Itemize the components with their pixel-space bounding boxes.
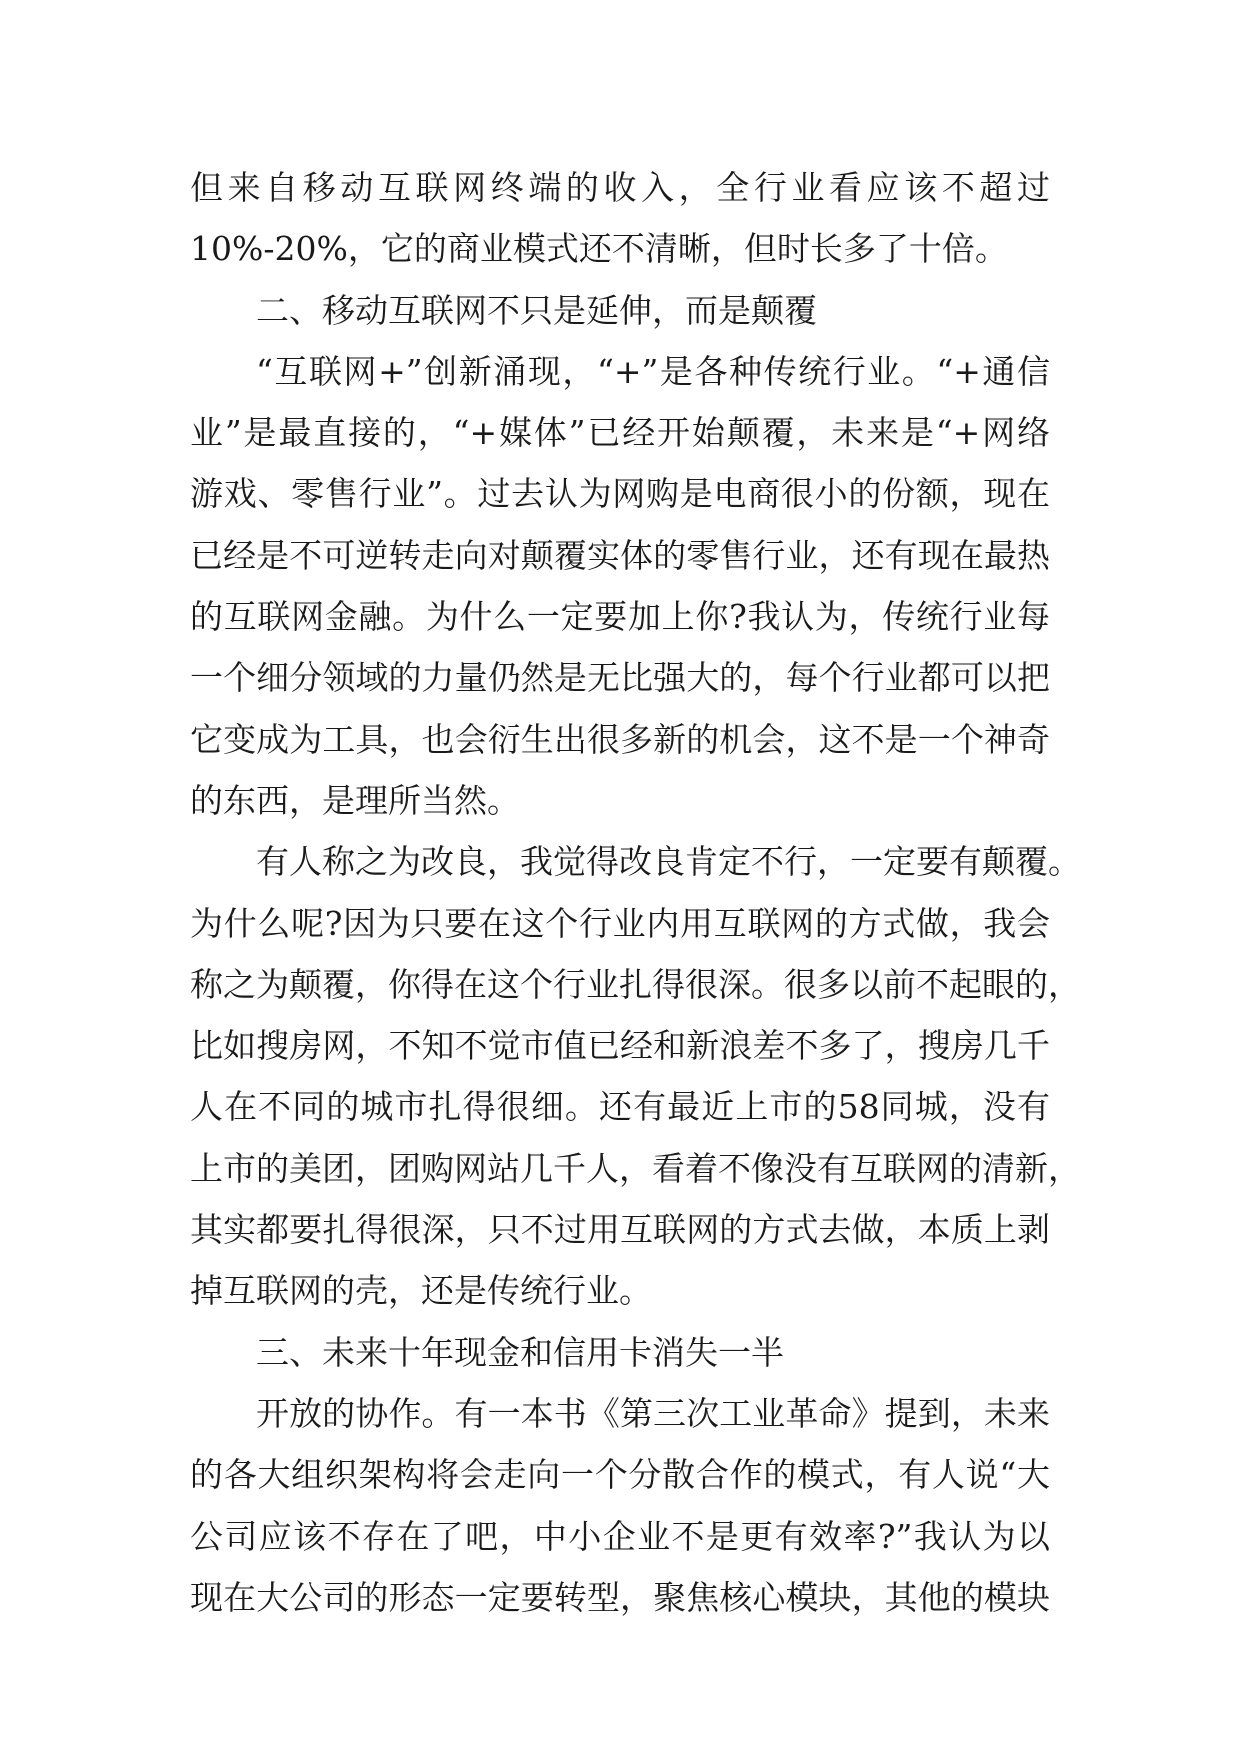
text-line: 一个细分领域的力量仍然是无比强大的，每个行业都可以把 <box>190 658 1050 698</box>
section-heading: 二、移动互联网不只是延伸，而是颠覆 <box>256 290 817 330</box>
text-line: 的东西，是理所当然。 <box>190 780 520 820</box>
text-line: 现在大公司的形态一定要转型，聚焦核心模块，其他的模块 <box>190 1577 1050 1617</box>
text-line: 的互联网金融。为什么一定要加上你?我认为，传统行业每 <box>190 597 1050 637</box>
section-heading: 三、未来十年现金和信用卡消失一半 <box>256 1332 784 1372</box>
text-line: 称之为颠覆，你得在这个行业扎得很深。很多以前不起眼的， <box>190 964 1081 1004</box>
text-line: 的各大组织架构将会走向一个分散合作的模式，有人说“大 <box>190 1455 1050 1495</box>
body-text <box>190 157 1081 1628</box>
text-line: 掉互联网的壳，还是传统行业。 <box>190 1271 652 1311</box>
text-line: 业”是最直接的，“+媒体”已经开始颠覆，未来是“+网络 <box>190 413 1050 453</box>
text-line: 有人称之为改良，我觉得改良肯定不行，一定要有颠覆。 <box>256 842 1081 882</box>
text-line: 但来自移动互联网终端的收入，全行业看应该不超过 <box>190 168 1050 207</box>
text-line: 人在不同的城市扎得很细。还有最近上市的58同城，没有 <box>190 1087 1050 1127</box>
text-line: “互联网+”创新涌现，“+”是各种传统行业。“+通信 <box>256 351 1050 391</box>
text-line: 已经是不可逆转走向对颠覆实体的零售行业，还有现在最热 <box>190 535 1050 575</box>
text-line: 开放的协作。有一本书《第三次工业革命》提到，未来 <box>256 1393 1050 1433</box>
text-line: 为什么呢?因为只要在这个行业内用互联网的方式做，我会 <box>190 903 1050 943</box>
text-line: 比如搜房网，不知不觉市值已经和新浪差不多了，搜房几千 <box>190 1026 1050 1066</box>
text-line: 游戏、零售行业”。过去认为网购是电商很小的份额，现在 <box>190 474 1050 514</box>
text-line: 它变成为工具，也会衍生出很多新的机会，这不是一个神奇 <box>190 719 1050 759</box>
text-line: 10%-20%，它的商业模式还不清晰，但时长多了十倍。 <box>190 229 1008 269</box>
text-line: 其实都要扎得很深，只不过用互联网的方式去做，本质上剥 <box>190 1210 1050 1250</box>
text-line: 上市的美团，团购网站几千人，看着不像没有互联网的清新， <box>190 1148 1081 1188</box>
text-line: 公司应该不存在了吧，中小企业不是更有效率?”我认为以 <box>190 1516 1050 1556</box>
